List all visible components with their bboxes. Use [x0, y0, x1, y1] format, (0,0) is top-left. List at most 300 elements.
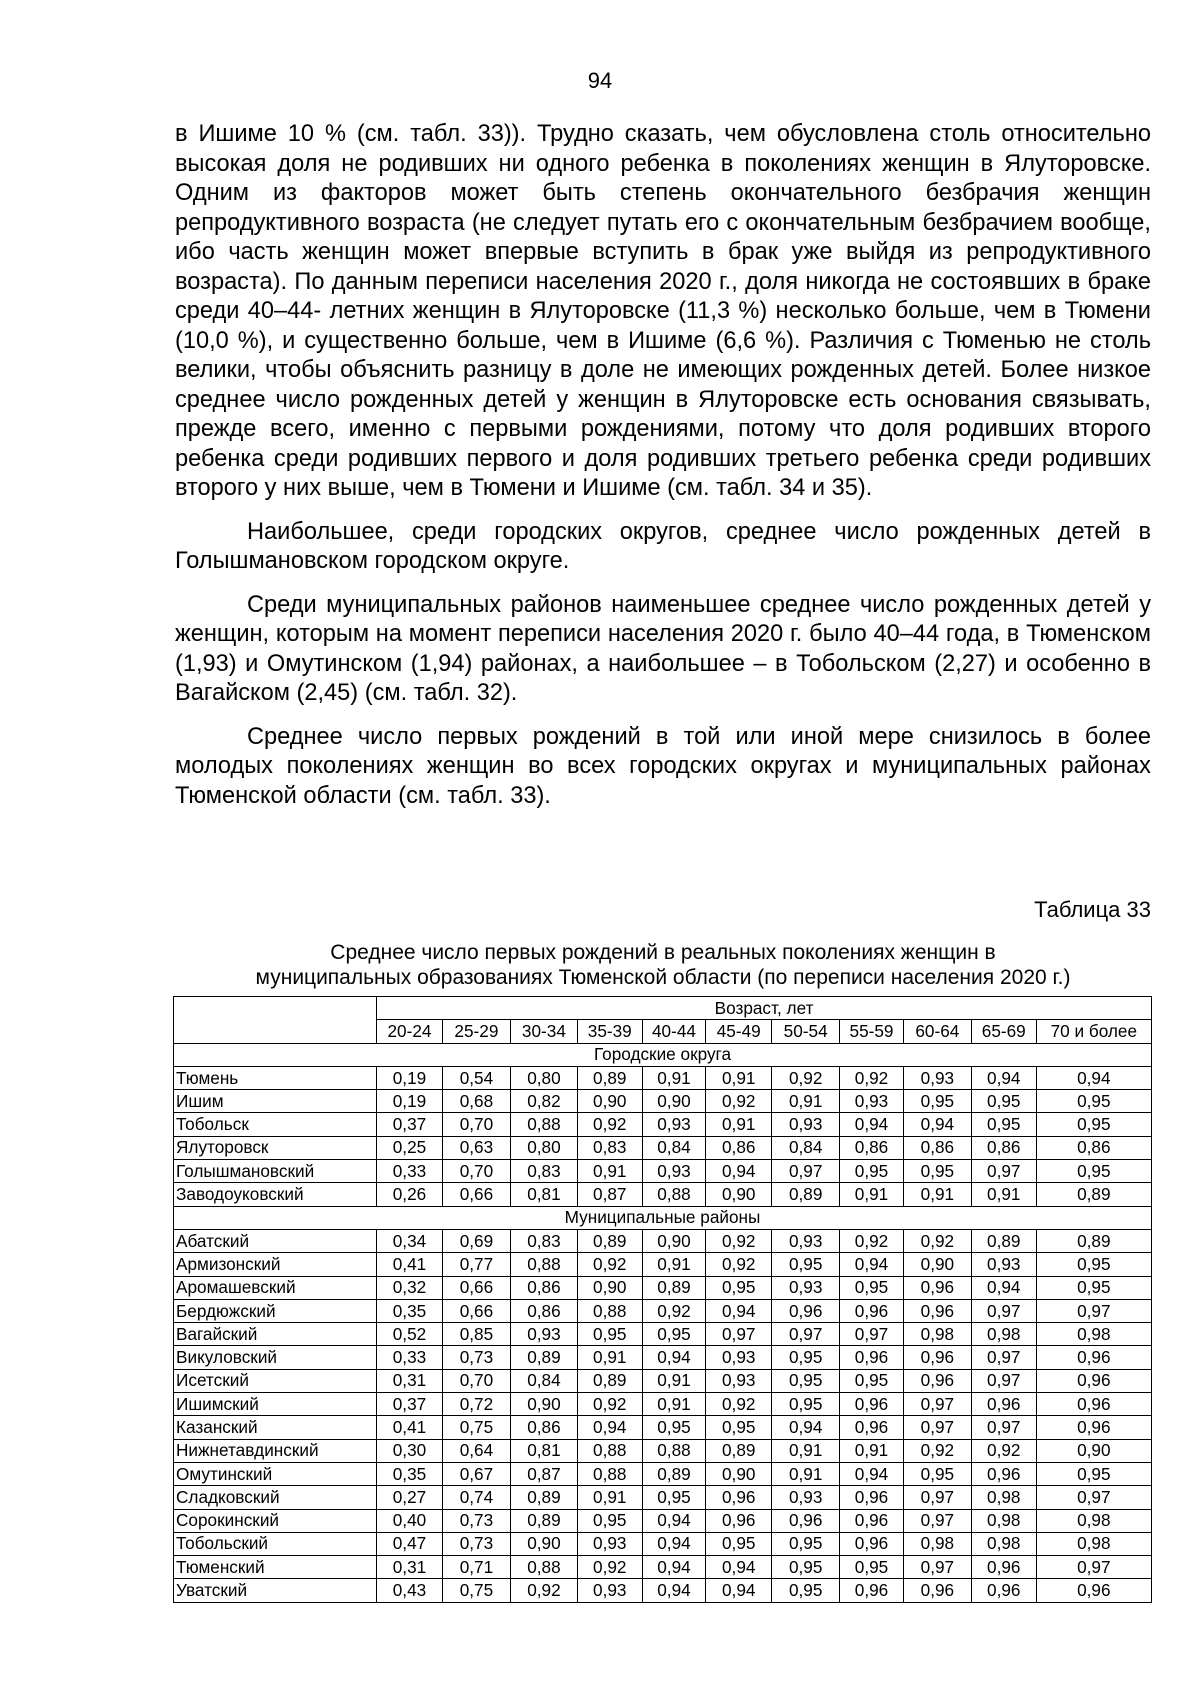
value-cell: 0,92: [706, 1229, 772, 1252]
paragraph-line: потому что доля родивших второго ребенка среди родивших первого и доля: [175, 416, 1151, 472]
value-cell: 0,86: [971, 1136, 1036, 1159]
value-cell: 0,90: [577, 1090, 642, 1113]
table-row: [174, 1393, 1152, 1416]
value-cell: 0,96: [840, 1299, 904, 1322]
value-cell: 0,95: [1036, 1462, 1151, 1485]
district-name: Тобольск: [174, 1113, 377, 1136]
value-cell: 0,89: [577, 1369, 642, 1392]
age-group-header: 20-24: [377, 1020, 443, 1043]
paragraph-line: родивших третьего ребенка среди родивших второго у них выше, чем в: [175, 445, 1152, 501]
value-cell: 0,74: [442, 1486, 510, 1509]
value-cell: 0,95: [577, 1509, 642, 1532]
value-cell: 0,25: [377, 1136, 443, 1159]
table-row: [174, 1229, 1152, 1252]
value-cell: 0,37: [377, 1113, 443, 1136]
district-name: Казанский: [174, 1416, 377, 1439]
section-title: Городские округа: [174, 1043, 1152, 1066]
value-cell: 0,97: [772, 1160, 840, 1183]
value-cell: 0,91: [840, 1183, 904, 1206]
value-cell: 0,94: [1036, 1066, 1151, 1089]
value-cell: 0,96: [840, 1393, 904, 1416]
value-cell: 0,95: [772, 1556, 840, 1579]
value-cell: 0,73: [442, 1532, 510, 1555]
value-cell: 0,41: [377, 1416, 443, 1439]
value-cell: 0,93: [772, 1486, 840, 1509]
table-row: [174, 1416, 1152, 1439]
value-cell: 0,31: [377, 1556, 443, 1579]
table-row: [174, 1323, 1152, 1346]
value-cell: 0,66: [442, 1276, 510, 1299]
value-cell: 0,95: [840, 1369, 904, 1392]
value-cell: 0,97: [1036, 1556, 1151, 1579]
value-cell: 0,35: [377, 1462, 443, 1485]
section-row: [174, 1043, 1152, 1066]
value-cell: 0,96: [706, 1509, 772, 1532]
table-caption-line-2: муниципальных образованиях Тюменской области (по переписи населения 2020 г.): [255, 966, 1071, 989]
value-cell: 0,84: [510, 1369, 577, 1392]
value-cell: 0,34: [377, 1229, 443, 1252]
table-row: [174, 1113, 1152, 1136]
paragraph-municipal-districts: [175, 591, 1151, 709]
value-cell: 0,90: [510, 1532, 577, 1555]
value-cell: 0,92: [772, 1066, 840, 1089]
page-number: 94: [587, 68, 613, 93]
value-cell: 0,94: [706, 1579, 772, 1602]
value-cell: 0,93: [510, 1323, 577, 1346]
table-row: [174, 1183, 1152, 1206]
value-cell: 0,68: [442, 1090, 510, 1113]
value-cell: 0,88: [510, 1253, 577, 1276]
value-cell: 0,89: [510, 1486, 577, 1509]
value-cell: 0,91: [642, 1369, 706, 1392]
value-cell: 0,97: [971, 1369, 1036, 1392]
value-cell: 0,98: [971, 1323, 1036, 1346]
district-name: Голышмановский: [174, 1160, 377, 1183]
paragraph-line: в Ишиме 10 % (см. табл. 33)). Трудно сказать, чем обусловлена столь: [175, 121, 991, 147]
table-row: [174, 1276, 1152, 1299]
age-group-header: 60-64: [903, 1020, 971, 1043]
value-cell: 0,95: [903, 1160, 971, 1183]
value-cell: 0,94: [772, 1416, 840, 1439]
value-cell: 0,96: [772, 1509, 840, 1532]
paragraph-line: (10,0 %), и существенно больше, чем в Ишиме (6,6 %). Различия с Тюменью: [175, 327, 1046, 354]
value-cell: 0,89: [971, 1229, 1036, 1252]
district-name: Сладковский: [174, 1486, 377, 1509]
value-cell: 0,96: [1036, 1369, 1151, 1392]
value-cell: 0,95: [772, 1253, 840, 1276]
value-cell: 0,96: [840, 1509, 904, 1532]
value-cell: 0,89: [1036, 1229, 1151, 1252]
value-cell: 0,97: [1036, 1299, 1151, 1322]
value-cell: 0,98: [1036, 1509, 1151, 1532]
value-cell: 0,95: [1036, 1090, 1151, 1113]
value-cell: 0,94: [642, 1346, 706, 1369]
value-cell: 0,72: [442, 1393, 510, 1416]
value-cell: 0,97: [903, 1486, 971, 1509]
value-cell: 0,26: [377, 1183, 443, 1206]
value-cell: 0,87: [577, 1183, 642, 1206]
table-row: [174, 1066, 1152, 1089]
value-cell: 0,98: [903, 1532, 971, 1555]
value-cell: 0,94: [840, 1253, 904, 1276]
paragraph-line: детей. Более низкое среднее число рожденных детей у женщин в Ялуторовске: [175, 357, 1151, 413]
paragraph-largest-urban-district: [175, 518, 1151, 577]
district-name: Ишим: [174, 1090, 377, 1113]
table-caption-line-1: Среднее число первых рождений в реальных поколениях женщин в: [330, 941, 996, 964]
value-cell: 0,89: [510, 1509, 577, 1532]
value-cell: 0,93: [772, 1113, 840, 1136]
value-cell: 0,83: [510, 1160, 577, 1183]
value-cell: 0,91: [971, 1183, 1036, 1206]
value-cell: 0,52: [377, 1323, 443, 1346]
value-cell: 0,98: [971, 1532, 1036, 1555]
value-cell: 0,91: [772, 1462, 840, 1485]
value-cell: 0,88: [577, 1462, 642, 1485]
value-cell: 0,94: [642, 1509, 706, 1532]
value-cell: 0,81: [510, 1439, 577, 1462]
value-cell: 0,92: [840, 1229, 904, 1252]
value-cell: 0,86: [1036, 1136, 1151, 1159]
value-cell: 0,94: [840, 1462, 904, 1485]
header-corner-cell: [174, 997, 377, 1044]
paragraph-line: Среди муниципальных районов наименьшее среднее число рожденных: [247, 591, 1058, 618]
age-group-header: 70 и более: [1036, 1020, 1151, 1043]
value-cell: 0,89: [772, 1183, 840, 1206]
value-cell: 0,86: [510, 1416, 577, 1439]
value-cell: 0,96: [1036, 1416, 1151, 1439]
age-group-header: 65-69: [971, 1020, 1036, 1043]
value-cell: 0,96: [1036, 1579, 1151, 1602]
value-cell: 0,95: [772, 1393, 840, 1416]
value-cell: 0,97: [971, 1299, 1036, 1322]
value-cell: 0,95: [1036, 1160, 1151, 1183]
value-cell: 0,95: [772, 1579, 840, 1602]
district-name: Вагайский: [174, 1323, 377, 1346]
value-cell: 0,83: [510, 1229, 577, 1252]
value-cell: 0,97: [772, 1323, 840, 1346]
value-cell: 0,92: [577, 1113, 642, 1136]
value-cell: 0,43: [377, 1579, 443, 1602]
value-cell: 0,98: [971, 1486, 1036, 1509]
value-cell: 0,95: [772, 1346, 840, 1369]
value-cell: 0,90: [706, 1183, 772, 1206]
value-cell: 0,84: [772, 1136, 840, 1159]
value-cell: 0,96: [971, 1393, 1036, 1416]
value-cell: 0,95: [903, 1090, 971, 1113]
value-cell: 0,91: [642, 1066, 706, 1089]
first-births-table: [173, 996, 1152, 1603]
table-row: [174, 1486, 1152, 1509]
section-title: Муниципальные районы: [174, 1206, 1152, 1229]
value-cell: 0,89: [642, 1462, 706, 1485]
value-cell: 0,88: [577, 1299, 642, 1322]
value-cell: 0,88: [642, 1439, 706, 1462]
value-cell: 0,96: [840, 1346, 904, 1369]
value-cell: 0,91: [577, 1486, 642, 1509]
value-cell: 0,70: [442, 1369, 510, 1392]
district-name: Тюмень: [174, 1066, 377, 1089]
value-cell: 0,93: [971, 1253, 1036, 1276]
value-cell: 0,67: [442, 1462, 510, 1485]
table-caption: [175, 940, 1151, 990]
value-cell: 0,70: [442, 1160, 510, 1183]
value-cell: 0,95: [1036, 1253, 1151, 1276]
value-cell: 0,95: [1036, 1113, 1151, 1136]
value-cell: 0,90: [642, 1229, 706, 1252]
paragraph-line: в Голышмановском городском округе.: [175, 518, 1152, 574]
value-cell: 0,30: [377, 1439, 443, 1462]
age-group-header: 40-44: [642, 1020, 706, 1043]
district-name: Ялуторовск: [174, 1136, 377, 1159]
value-cell: 0,92: [903, 1439, 971, 1462]
paragraph-line: Наибольшее, среди городских округов, среднее число рожденных детей: [247, 518, 1121, 545]
value-cell: 0,97: [840, 1323, 904, 1346]
age-group-header: 30-34: [510, 1020, 577, 1043]
value-cell: 0,96: [903, 1369, 971, 1392]
value-cell: 0,93: [772, 1276, 840, 1299]
value-cell: 0,81: [510, 1183, 577, 1206]
value-cell: 0,95: [971, 1090, 1036, 1113]
value-cell: 0,86: [510, 1276, 577, 1299]
value-cell: 0,66: [442, 1299, 510, 1322]
table-row: [174, 1369, 1152, 1392]
table-row: [174, 1556, 1152, 1579]
district-name: Сорокинский: [174, 1509, 377, 1532]
value-cell: 0,96: [840, 1416, 904, 1439]
age-group-header: 50-54: [772, 1020, 840, 1043]
value-cell: 0,88: [642, 1183, 706, 1206]
value-cell: 0,63: [442, 1136, 510, 1159]
paragraph-line: не столь велики, чтобы объяснить разницу в доле не имеющих рожденных: [175, 327, 1151, 383]
value-cell: 0,54: [442, 1066, 510, 1089]
district-name: Викуловский: [174, 1346, 377, 1369]
value-cell: 0,95: [772, 1532, 840, 1555]
value-cell: 0,88: [510, 1556, 577, 1579]
value-cell: 0,89: [577, 1229, 642, 1252]
value-cell: 0,97: [903, 1509, 971, 1532]
value-cell: 0,19: [377, 1066, 443, 1089]
value-cell: 0,40: [377, 1509, 443, 1532]
value-cell: 0,91: [577, 1346, 642, 1369]
value-cell: 0,84: [642, 1136, 706, 1159]
value-cell: 0,19: [377, 1090, 443, 1113]
table-row: [174, 1509, 1152, 1532]
value-cell: 0,90: [706, 1462, 772, 1485]
value-cell: 0,94: [642, 1556, 706, 1579]
value-cell: 0,47: [377, 1532, 443, 1555]
value-cell: 0,73: [442, 1346, 510, 1369]
value-cell: 0,88: [577, 1439, 642, 1462]
district-name: Уватский: [174, 1579, 377, 1602]
table-row: [174, 1532, 1152, 1555]
age-header: Возраст, лет: [377, 997, 1152, 1020]
paragraph-continuation: [175, 120, 1151, 504]
table-row: [174, 1346, 1152, 1369]
value-cell: 0,94: [706, 1299, 772, 1322]
value-cell: 0,97: [1036, 1486, 1151, 1509]
value-cell: 0,96: [1036, 1346, 1151, 1369]
district-name: Исетский: [174, 1369, 377, 1392]
value-cell: 0,96: [1036, 1393, 1151, 1416]
table-row: [174, 1090, 1152, 1113]
value-cell: 0,86: [510, 1299, 577, 1322]
district-name: Заводоуковский: [174, 1183, 377, 1206]
table-row: [174, 1462, 1152, 1485]
value-cell: 0,33: [377, 1160, 443, 1183]
value-cell: 0,95: [903, 1462, 971, 1485]
value-cell: 0,95: [1036, 1276, 1151, 1299]
value-cell: 0,94: [971, 1066, 1036, 1089]
value-cell: 0,94: [642, 1532, 706, 1555]
value-cell: 0,91: [706, 1066, 772, 1089]
value-cell: 0,89: [1036, 1183, 1151, 1206]
value-cell: 0,88: [510, 1113, 577, 1136]
value-cell: 0,91: [840, 1439, 904, 1462]
table-label: Таблица 33: [1034, 897, 1151, 922]
value-cell: 0,94: [642, 1579, 706, 1602]
value-cell: 0,71: [442, 1556, 510, 1579]
value-cell: 0,96: [903, 1299, 971, 1322]
district-name: Бердюжский: [174, 1299, 377, 1322]
value-cell: 0,98: [1036, 1532, 1151, 1555]
value-cell: 0,94: [903, 1113, 971, 1136]
value-cell: 0,97: [971, 1346, 1036, 1369]
value-cell: 0,32: [377, 1276, 443, 1299]
paragraph-line: есть основания связывать, прежде всего, именно с первыми рождениями,: [175, 386, 1151, 442]
value-cell: 0,97: [903, 1393, 971, 1416]
value-cell: 0,92: [510, 1579, 577, 1602]
value-cell: 0,41: [377, 1253, 443, 1276]
value-cell: 0,87: [510, 1462, 577, 1485]
value-cell: 0,96: [903, 1579, 971, 1602]
value-cell: 0,93: [577, 1532, 642, 1555]
value-cell: 0,80: [510, 1066, 577, 1089]
value-cell: 0,94: [706, 1160, 772, 1183]
value-cell: 0,97: [903, 1416, 971, 1439]
value-cell: 0,90: [577, 1276, 642, 1299]
value-cell: 0,92: [642, 1299, 706, 1322]
value-cell: 0,91: [772, 1090, 840, 1113]
value-cell: 0,93: [772, 1229, 840, 1252]
value-cell: 0,95: [772, 1369, 840, 1392]
value-cell: 0,86: [903, 1136, 971, 1159]
value-cell: 0,94: [840, 1113, 904, 1136]
value-cell: 0,92: [706, 1090, 772, 1113]
table-row: [174, 1160, 1152, 1183]
paragraph-line: женщин в Ялуторовске. Одним из факторов может быть степень: [175, 150, 1152, 206]
value-cell: 0,93: [642, 1160, 706, 1183]
value-cell: 0,31: [377, 1369, 443, 1392]
value-cell: 0,91: [772, 1439, 840, 1462]
value-cell: 0,70: [442, 1113, 510, 1136]
value-cell: 0,94: [971, 1276, 1036, 1299]
value-cell: 0,96: [903, 1346, 971, 1369]
age-group-header: 35-39: [577, 1020, 642, 1043]
body-text: [175, 120, 1151, 811]
value-cell: 0,93: [840, 1090, 904, 1113]
table-row: [174, 1579, 1152, 1602]
value-cell: 0,96: [971, 1556, 1036, 1579]
value-cell: 0,92: [577, 1253, 642, 1276]
value-cell: 0,93: [706, 1369, 772, 1392]
district-name: Ишимский: [174, 1393, 377, 1416]
value-cell: 0,95: [706, 1532, 772, 1555]
paragraph-line: окончательного безбрачия женщин репродуктивного возраста (не следует: [175, 180, 1152, 236]
value-cell: 0,93: [642, 1113, 706, 1136]
value-cell: 0,95: [577, 1323, 642, 1346]
value-cell: 0,93: [706, 1346, 772, 1369]
value-cell: 0,91: [642, 1253, 706, 1276]
value-cell: 0,98: [1036, 1323, 1151, 1346]
value-cell: 0,89: [642, 1276, 706, 1299]
paragraph-line: впервые вступить в брак уже выйдя из репродуктивного возраста). По данным: [175, 239, 1152, 295]
value-cell: 0,96: [840, 1579, 904, 1602]
paragraph-line: в Тобольском (2,27) и особенно в Вагайском (2,45) (см. табл. 32).: [175, 650, 1151, 706]
value-cell: 0,96: [971, 1462, 1036, 1485]
value-cell: 0,77: [442, 1253, 510, 1276]
value-cell: 0,92: [577, 1393, 642, 1416]
value-cell: 0,94: [706, 1556, 772, 1579]
value-cell: 0,89: [706, 1439, 772, 1462]
value-cell: 0,90: [903, 1253, 971, 1276]
table-row: [174, 1253, 1152, 1276]
paragraph-line: Среднее число первых рождений в той или иной мере снизилось в более: [247, 723, 1151, 750]
value-cell: 0,96: [840, 1486, 904, 1509]
value-cell: 0,82: [510, 1090, 577, 1113]
header-row-age: [174, 997, 1152, 1020]
value-cell: 0,86: [706, 1136, 772, 1159]
value-cell: 0,96: [840, 1532, 904, 1555]
value-cell: 0,90: [510, 1393, 577, 1416]
age-group-header: 25-29: [442, 1020, 510, 1043]
value-cell: 0,93: [577, 1579, 642, 1602]
district-name: Тобольский: [174, 1532, 377, 1555]
value-cell: 0,86: [840, 1136, 904, 1159]
value-cell: 0,69: [442, 1229, 510, 1252]
value-cell: 0,95: [642, 1486, 706, 1509]
value-cell: 0,97: [706, 1323, 772, 1346]
district-name: Абатский: [174, 1229, 377, 1252]
value-cell: 0,33: [377, 1346, 443, 1369]
value-cell: 0,97: [971, 1160, 1036, 1183]
value-cell: 0,98: [971, 1509, 1036, 1532]
value-cell: 0,64: [442, 1439, 510, 1462]
value-cell: 0,90: [642, 1090, 706, 1113]
value-cell: 0,91: [706, 1113, 772, 1136]
value-cell: 0,91: [642, 1393, 706, 1416]
district-name: Аромашевский: [174, 1276, 377, 1299]
district-name: Тюменский: [174, 1556, 377, 1579]
district-name: Омутинский: [174, 1462, 377, 1485]
value-cell: 0,80: [510, 1136, 577, 1159]
value-cell: 0,37: [377, 1393, 443, 1416]
value-cell: 0,97: [903, 1556, 971, 1579]
value-cell: 0,66: [442, 1183, 510, 1206]
value-cell: 0,94: [577, 1416, 642, 1439]
paragraph-first-births-decline: [175, 723, 1151, 812]
paragraph-line: детей у женщин, которым на момент переписи населения 2020 г. было 40–44: [175, 591, 1151, 647]
value-cell: 0,96: [772, 1299, 840, 1322]
value-cell: 0,27: [377, 1486, 443, 1509]
value-cell: 0,85: [442, 1323, 510, 1346]
value-cell: 0,96: [903, 1276, 971, 1299]
value-cell: 0,93: [903, 1066, 971, 1089]
value-cell: 0,89: [577, 1066, 642, 1089]
district-name: Армизонский: [174, 1253, 377, 1276]
age-group-header: 45-49: [706, 1020, 772, 1043]
district-name: Нижнетавдинский: [174, 1439, 377, 1462]
value-cell: 0,96: [706, 1486, 772, 1509]
